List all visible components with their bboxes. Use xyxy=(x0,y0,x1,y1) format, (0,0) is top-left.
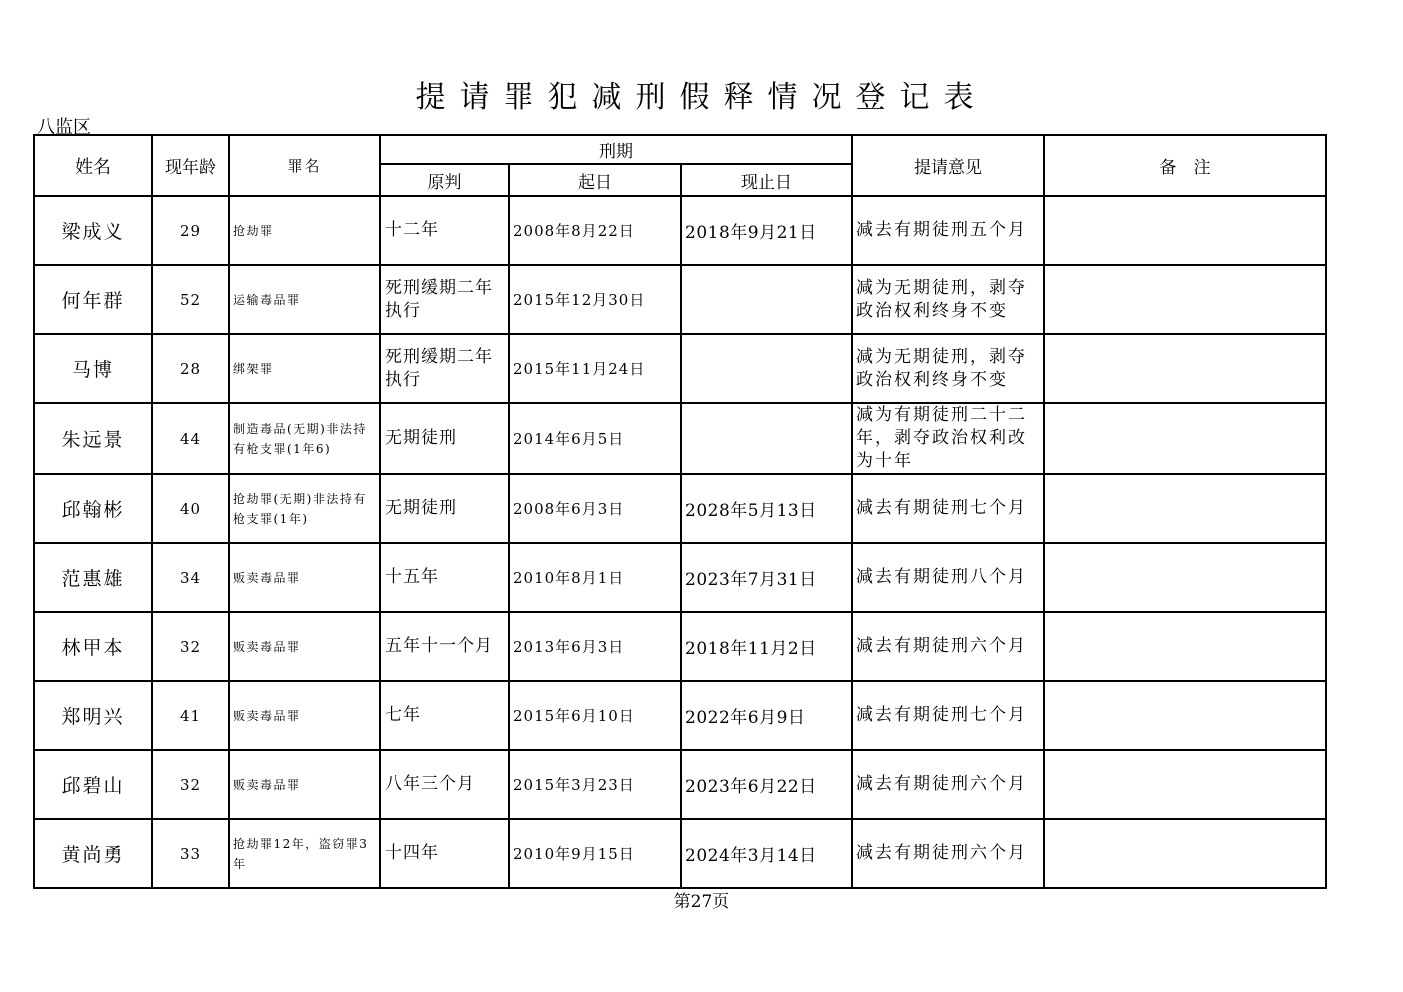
cell-crime: 绑架罪 xyxy=(229,334,380,403)
cell-end: 2022年6月9日 xyxy=(681,681,852,750)
cell-name: 马博 xyxy=(34,334,152,403)
cell-age: 52 xyxy=(152,265,229,334)
cell-original: 十二年 xyxy=(380,196,509,265)
cell-age: 40 xyxy=(152,474,229,543)
table-row xyxy=(34,543,1326,612)
cell-name: 范惠雄 xyxy=(34,543,152,612)
cell-original: 十五年 xyxy=(380,543,509,612)
cell-original: 十四年 xyxy=(380,819,509,888)
header-opinion: 提请意见 xyxy=(852,135,1044,196)
cell-crime: 贩卖毒品罪 xyxy=(229,750,380,819)
table-row xyxy=(34,681,1326,750)
page-title: 提请罪犯减刑假释情况登记表 xyxy=(415,80,988,115)
cell-end xyxy=(681,265,852,334)
cell-opinion: 减为无期徒刑，剥夺政治权利终身不变 xyxy=(852,265,1044,334)
cell-remark xyxy=(1044,196,1326,265)
table-row xyxy=(34,196,1326,265)
cell-name: 朱远景 xyxy=(34,403,152,474)
cell-start: 2014年6月5日 xyxy=(509,403,681,474)
table-row xyxy=(34,334,1326,403)
cell-end: 2023年7月31日 xyxy=(681,543,852,612)
cell-start: 2008年8月22日 xyxy=(509,196,681,265)
cell-crime: 贩卖毒品罪 xyxy=(229,543,380,612)
cell-end: 2023年6月22日 xyxy=(681,750,852,819)
cell-age: 29 xyxy=(152,196,229,265)
page-number: 第27页 xyxy=(673,892,730,912)
cell-age: 32 xyxy=(152,612,229,681)
cell-end: 2018年9月21日 xyxy=(681,196,852,265)
header-crime: 罪名 xyxy=(229,135,380,196)
cell-end: 2024年3月14日 xyxy=(681,819,852,888)
cell-crime: 贩卖毒品罪 xyxy=(229,681,380,750)
cell-start: 2008年6月3日 xyxy=(509,474,681,543)
cell-opinion: 减去有期徒刑七个月 xyxy=(852,681,1044,750)
table-row xyxy=(34,474,1326,543)
cell-remark xyxy=(1044,681,1326,750)
cell-original: 无期徒刑 xyxy=(380,474,509,543)
header-original: 原判 xyxy=(380,164,509,196)
cell-remark xyxy=(1044,474,1326,543)
cell-original: 五年十一个月 xyxy=(380,612,509,681)
cell-crime: 抢劫罪12年，盗窃罪3年 xyxy=(229,819,380,888)
cell-name: 林甲本 xyxy=(34,612,152,681)
cell-start: 2010年8月1日 xyxy=(509,543,681,612)
cell-age: 41 xyxy=(152,681,229,750)
header-name: 姓名 xyxy=(34,135,152,196)
cell-age: 32 xyxy=(152,750,229,819)
cell-opinion: 减去有期徒刑六个月 xyxy=(852,612,1044,681)
header-start: 起日 xyxy=(509,164,681,196)
cell-age: 34 xyxy=(152,543,229,612)
cell-opinion: 减去有期徒刑六个月 xyxy=(852,819,1044,888)
cell-age: 33 xyxy=(152,819,229,888)
cell-remark xyxy=(1044,403,1326,474)
cell-crime: 抢劫罪 xyxy=(229,196,380,265)
header-age: 现年龄 xyxy=(152,135,229,196)
cell-crime: 制造毒品(无期)非法持有枪支罪(1年6) xyxy=(229,403,380,474)
header-end: 现止日 xyxy=(681,164,852,196)
table-row xyxy=(34,403,1326,474)
unit-label: 八监区 xyxy=(37,117,91,138)
cell-opinion: 减为有期徒刑二十二年，剥夺政治权利改为十年 xyxy=(852,403,1044,474)
cell-crime: 抢劫罪(无期)非法持有枪支罪(1年) xyxy=(229,474,380,543)
table-row xyxy=(34,750,1326,819)
cell-opinion: 减去有期徒刑八个月 xyxy=(852,543,1044,612)
cell-original: 死刑缓期二年执行 xyxy=(380,334,509,403)
cell-age: 44 xyxy=(152,403,229,474)
table-row xyxy=(34,265,1326,334)
header-term: 刑期 xyxy=(380,135,852,164)
table-row xyxy=(34,819,1326,888)
cell-start: 2015年6月10日 xyxy=(509,681,681,750)
cell-start: 2015年3月23日 xyxy=(509,750,681,819)
cell-end: 2018年11月2日 xyxy=(681,612,852,681)
cell-opinion: 减去有期徒刑七个月 xyxy=(852,474,1044,543)
cell-crime: 贩卖毒品罪 xyxy=(229,612,380,681)
cell-remark xyxy=(1044,819,1326,888)
cell-opinion: 减去有期徒刑五个月 xyxy=(852,196,1044,265)
cell-end xyxy=(681,334,852,403)
cell-name: 邱翰彬 xyxy=(34,474,152,543)
cell-original: 无期徒刑 xyxy=(380,403,509,474)
header-remark: 备 注 xyxy=(1044,135,1326,196)
cell-crime: 运输毒品罪 xyxy=(229,265,380,334)
cell-name: 黄尚勇 xyxy=(34,819,152,888)
table-row xyxy=(34,612,1326,681)
cell-start: 2010年9月15日 xyxy=(509,819,681,888)
cell-start: 2015年11月24日 xyxy=(509,334,681,403)
cell-end xyxy=(681,403,852,474)
register-table xyxy=(33,134,1327,889)
cell-age: 28 xyxy=(152,334,229,403)
cell-start: 2015年12月30日 xyxy=(509,265,681,334)
cell-name: 梁成义 xyxy=(34,196,152,265)
cell-start: 2013年6月3日 xyxy=(509,612,681,681)
cell-remark xyxy=(1044,334,1326,403)
cell-opinion: 减去有期徒刑六个月 xyxy=(852,750,1044,819)
cell-remark xyxy=(1044,265,1326,334)
cell-name: 郑明兴 xyxy=(34,681,152,750)
cell-end: 2028年5月13日 xyxy=(681,474,852,543)
cell-remark xyxy=(1044,612,1326,681)
cell-remark xyxy=(1044,750,1326,819)
cell-opinion: 减为无期徒刑，剥夺政治权利终身不变 xyxy=(852,334,1044,403)
cell-name: 何年群 xyxy=(34,265,152,334)
cell-original: 八年三个月 xyxy=(380,750,509,819)
cell-original: 死刑缓期二年执行 xyxy=(380,265,509,334)
cell-original: 七年 xyxy=(380,681,509,750)
cell-remark xyxy=(1044,543,1326,612)
cell-name: 邱碧山 xyxy=(34,750,152,819)
